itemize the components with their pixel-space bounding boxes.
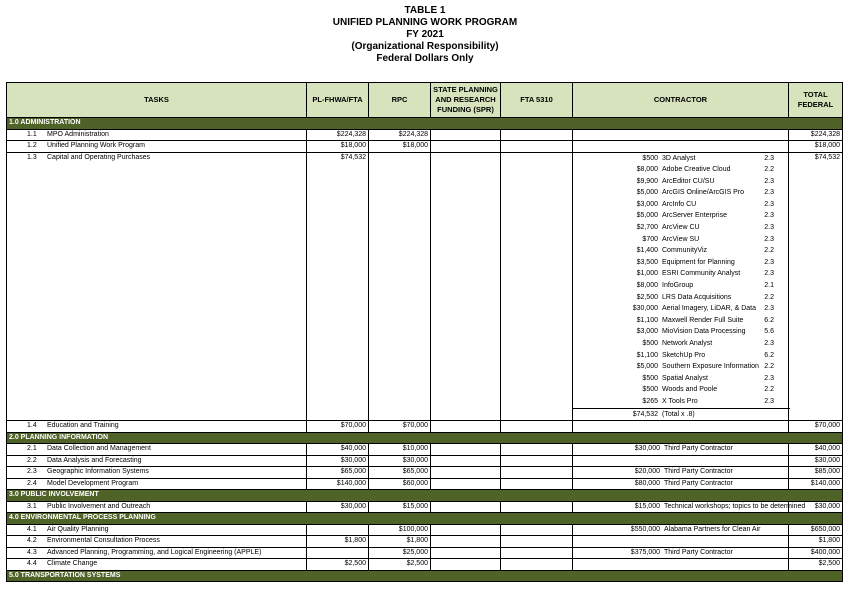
purchase-line — [573, 315, 788, 327]
purchase-line — [573, 257, 788, 269]
contractor-cell: $15,000 Technical workshops; topics to be determined — [573, 501, 789, 513]
spr-cell — [431, 141, 501, 153]
purchase-amount: $5,000 — [636, 363, 658, 371]
table-row — [7, 152, 843, 421]
section-row — [7, 490, 843, 502]
purchase-task-code: 2.2 — [764, 363, 774, 371]
purchase-amount: $5,000 — [636, 189, 658, 197]
table-titles — [0, 0, 850, 65]
total-cell: $1,800 — [789, 536, 843, 548]
purchase-amount: $8,000 — [636, 166, 658, 174]
pl-cell: $2,500 — [307, 559, 369, 571]
fta-cell — [501, 455, 573, 467]
purchase-name: X Tools Pro — [662, 397, 698, 405]
task-cell: 2.2 Data Analysis and Forecasting — [7, 455, 307, 467]
spr-cell — [431, 478, 501, 490]
rpc-cell — [369, 152, 431, 421]
fta-cell — [501, 467, 573, 479]
purchase-amount: $1,100 — [636, 316, 658, 324]
purchase-task-code: 2.3 — [764, 154, 774, 162]
spr-cell — [431, 559, 501, 571]
purchase-name: ArcView CU — [662, 224, 700, 232]
pl-cell: $18,000 — [307, 141, 369, 153]
upwp-table — [6, 82, 843, 582]
header-row — [7, 83, 843, 118]
table-row — [7, 547, 843, 559]
rpc-cell: $60,000 — [369, 478, 431, 490]
rpc-cell: $100,000 — [369, 524, 431, 536]
fta-cell — [501, 524, 573, 536]
table-row — [7, 129, 843, 141]
task-cell: 4.1 Air Quality Planning — [7, 524, 307, 536]
pl-cell: $224,328 — [307, 129, 369, 141]
purchase-name: Woods and Poole — [662, 386, 718, 394]
purchase-amount: $30,000 — [632, 305, 658, 313]
rpc-cell: $18,000 — [369, 141, 431, 153]
purchase-list — [573, 153, 788, 408]
total-cell: $85,000 — [789, 467, 843, 479]
purchase-task-code: 2.2 — [764, 247, 774, 255]
rpc-cell: $30,000 — [369, 455, 431, 467]
total-cell: $18,000 — [789, 141, 843, 153]
table-row — [7, 467, 843, 479]
fta-cell — [501, 559, 573, 571]
purchase-line — [573, 245, 788, 257]
purchase-amount: $5,000 — [636, 212, 658, 220]
task-cell: 2.3 Geographic Information Systems — [7, 467, 307, 479]
table-row — [7, 559, 843, 571]
purchase-total-amount: $74,532 — [632, 410, 658, 418]
purchase-name: MioVision Data Processing — [662, 328, 746, 336]
total-cell: $2,500 — [789, 559, 843, 571]
total-cell: $70,000 — [789, 421, 843, 433]
fta-cell — [501, 152, 573, 421]
total-cell: $650,000 — [789, 524, 843, 536]
task-cell: 1.1 MPO Administration — [7, 129, 307, 141]
contractor-cell — [573, 129, 789, 141]
pl-cell: $140,000 — [307, 478, 369, 490]
task-cell: 1.3 Capital and Operating Purchases — [7, 152, 307, 421]
purchase-total-note: (Total x .8) — [662, 410, 695, 418]
total-cell: $30,000 — [789, 455, 843, 467]
purchase-amount: $500 — [642, 154, 658, 162]
table-row — [7, 501, 843, 513]
purchase-line — [573, 280, 788, 292]
purchase-amount: $500 — [642, 386, 658, 394]
purchase-amount: $1,100 — [636, 351, 658, 359]
table-row — [7, 524, 843, 536]
fta-cell — [501, 547, 573, 559]
purchase-amount: $1,000 — [636, 270, 658, 278]
purchase-task-code: 2.3 — [764, 224, 774, 232]
purchase-amount: $700 — [642, 235, 658, 243]
rpc-cell: $1,800 — [369, 536, 431, 548]
header-fta: FTA 5310 — [501, 83, 573, 118]
contractor-cell — [573, 455, 789, 467]
purchase-task-code: 2.3 — [764, 189, 774, 197]
contractor-cell — [573, 421, 789, 433]
fta-cell — [501, 141, 573, 153]
purchase-name: Adobe Creative Cloud — [662, 166, 731, 174]
table-row — [7, 444, 843, 456]
spr-cell — [431, 524, 501, 536]
purchase-line — [573, 164, 788, 176]
contractor-purchases-cell — [573, 152, 789, 421]
purchase-line — [573, 222, 788, 234]
purchase-task-code: 2.3 — [764, 200, 774, 208]
purchase-amount: $3,000 — [636, 328, 658, 336]
fiscal-year: FY 2021 — [406, 29, 444, 40]
pl-cell: $30,000 — [307, 501, 369, 513]
spr-cell — [431, 455, 501, 467]
purchase-line — [573, 199, 788, 211]
task-cell: 2.4 Model Development Program — [7, 478, 307, 490]
purchase-task-code: 2.2 — [764, 166, 774, 174]
purchase-line — [573, 338, 788, 350]
spr-cell — [431, 536, 501, 548]
pl-cell: $1,800 — [307, 536, 369, 548]
pl-cell — [307, 547, 369, 559]
rpc-cell: $70,000 — [369, 421, 431, 433]
rpc-cell: $25,000 — [369, 547, 431, 559]
total-cell: $30,000 — [789, 501, 843, 513]
header-total: TOTAL FEDERAL — [789, 83, 843, 118]
purchase-line — [573, 396, 788, 408]
purchase-line — [573, 303, 788, 315]
purchase-amount: $8,000 — [636, 282, 658, 290]
purchase-name: ESRI Community Analyst — [662, 270, 741, 278]
rpc-cell: $2,500 — [369, 559, 431, 571]
contractor-cell: $375,000 Third Party Contractor — [573, 547, 789, 559]
table-row — [7, 421, 843, 433]
section-environmental-process-planning: 4.0 ENVIRONMENTAL PROCESS PLANNING — [7, 513, 843, 525]
purchase-name: Maxwell Render Full Suite — [662, 316, 744, 324]
purchase-amount: $2,500 — [636, 293, 658, 301]
total-cell: $224,328 — [789, 129, 843, 141]
purchase-amount: $500 — [642, 374, 658, 382]
purchase-name: ArcInfo CU — [662, 200, 697, 208]
purchase-task-code: 2.3 — [764, 374, 774, 382]
purchase-line — [573, 210, 788, 222]
purchase-task-code: 2.3 — [764, 235, 774, 243]
purchase-task-code: 2.3 — [764, 305, 774, 313]
purchase-name: 3D Analyst — [662, 154, 696, 162]
purchase-line — [573, 187, 788, 199]
pl-cell: $70,000 — [307, 421, 369, 433]
spr-cell — [431, 501, 501, 513]
header-contractor: CONTRACTOR — [573, 83, 789, 118]
contractor-cell: $550,000 Alabama Partners for Clean Air — [573, 524, 789, 536]
spr-cell — [431, 547, 501, 559]
purchase-task-code: 2.2 — [764, 293, 774, 301]
purchase-task-code: 2.2 — [764, 386, 774, 394]
fta-cell — [501, 536, 573, 548]
contractor-cell — [573, 536, 789, 548]
contractor-cell: $20,000 Third Party Contractor — [573, 467, 789, 479]
purchase-task-code: 2.3 — [764, 177, 774, 185]
purchase-name: ArcGIS Online/ArcGIS Pro — [662, 189, 745, 197]
purchase-line — [573, 234, 788, 246]
purchase-amount: $9,900 — [636, 177, 658, 185]
section-transportation-systems: 5.0 TRANSPORTATION SYSTEMS — [7, 570, 843, 582]
contractor-cell: $30,000 Third Party Contractor — [573, 444, 789, 456]
header-spr: STATE PLANNING AND RESEARCH FUNDING (SPR) — [431, 83, 501, 118]
purchase-name: Aerial Imagery, LiDAR, & Data — [662, 305, 757, 313]
purchase-amount: $2,700 — [636, 224, 658, 232]
pl-cell: $40,000 — [307, 444, 369, 456]
spr-cell — [431, 467, 501, 479]
purchase-task-code: 2.3 — [764, 397, 774, 405]
purchase-task-code: 2.3 — [764, 270, 774, 278]
purchase-name: SketchUp Pro — [662, 351, 706, 359]
purchase-name: CommunityViz — [662, 247, 707, 255]
table-row — [7, 536, 843, 548]
purchase-name: Network Analyst — [662, 340, 713, 347]
table-row — [7, 478, 843, 490]
pl-cell: $65,000 — [307, 467, 369, 479]
purchase-amount: $3,500 — [636, 258, 658, 266]
purchase-line — [573, 384, 788, 396]
section-row — [7, 118, 843, 130]
purchase-total-line — [573, 408, 790, 421]
purchase-task-code: 6.2 — [764, 316, 774, 324]
header-rpc: RPC — [369, 83, 431, 118]
header-tasks: TASKS — [7, 83, 307, 118]
task-cell: 2.1 Data Collection and Management — [7, 444, 307, 456]
spr-cell — [431, 129, 501, 141]
section-row — [7, 513, 843, 525]
pl-cell: $74,532 — [307, 152, 369, 421]
purchase-name: ArcView SU — [662, 235, 700, 243]
section-public-involvement: 3.0 PUBLIC INVOLVEMENT — [7, 490, 843, 502]
task-cell: 3.1 Public Involvement and Outreach — [7, 501, 307, 513]
task-cell: 1.2 Unified Planning Work Program — [7, 141, 307, 153]
spr-cell — [431, 421, 501, 433]
table-title: UNIFIED PLANNING WORK PROGRAM — [332, 17, 518, 28]
purchase-task-code: 2.3 — [764, 212, 774, 220]
total-cell: $140,000 — [789, 478, 843, 490]
fta-cell — [501, 129, 573, 141]
total-cell: $400,000 — [789, 547, 843, 559]
fta-cell — [501, 501, 573, 513]
purchase-task-code: 2.3 — [764, 258, 774, 266]
purchase-line — [573, 176, 788, 188]
purchase-line — [573, 268, 788, 280]
purchase-amount: $3,000 — [636, 200, 658, 208]
purchase-task-code: 2.1 — [764, 282, 774, 290]
purchase-name: Equipment for Planning — [662, 258, 735, 266]
purchase-amount: $1,400 — [636, 247, 658, 255]
rpc-cell: $10,000 — [369, 444, 431, 456]
section-row — [7, 432, 843, 444]
task-cell: 4.4 Climate Change — [7, 559, 307, 571]
table-number: TABLE 1 — [404, 5, 446, 16]
section-row — [7, 570, 843, 582]
purchase-line — [573, 361, 788, 373]
purchase-task-code: 6.2 — [764, 351, 774, 359]
table-row — [7, 141, 843, 153]
task-cell: 4.2 Environmental Consultation Process — [7, 536, 307, 548]
spr-cell — [431, 444, 501, 456]
purchase-amount: $500 — [642, 340, 658, 347]
purchase-name: Spatial Analyst — [662, 374, 708, 382]
rpc-cell: $65,000 — [369, 467, 431, 479]
purchase-amount: $265 — [642, 397, 658, 405]
contractor-cell: $80,000 Third Party Contractor — [573, 478, 789, 490]
contractor-cell — [573, 141, 789, 153]
purchase-line — [573, 326, 788, 338]
purchase-line — [573, 350, 788, 362]
purchase-line — [573, 292, 788, 304]
purchase-line — [573, 153, 788, 165]
total-cell: $40,000 — [789, 444, 843, 456]
spr-cell — [431, 152, 501, 421]
table-note: Federal Dollars Only — [376, 53, 474, 64]
purchase-name: Southern Exposure Information — [662, 363, 759, 371]
fta-cell — [501, 421, 573, 433]
purchase-task-code: 5.6 — [764, 328, 774, 336]
purchase-name: LRS Data Acquisitions — [662, 293, 732, 301]
task-cell: 1.4 Education and Training — [7, 421, 307, 433]
table-row — [7, 455, 843, 467]
section-planning-information: 2.0 PLANNING INFORMATION — [7, 432, 843, 444]
purchase-name: ArcEditor CU/SU — [662, 177, 715, 185]
section-administration: 1.0 ADMINISTRATION — [7, 118, 843, 130]
total-cell: $74,532 — [789, 152, 843, 421]
purchase-line — [573, 373, 788, 385]
header-pl: PL-FHWA/FTA — [307, 83, 369, 118]
pl-cell: $30,000 — [307, 455, 369, 467]
fta-cell — [501, 444, 573, 456]
fta-cell — [501, 478, 573, 490]
table-subtitle: (Organizational Responsibility) — [351, 41, 499, 52]
rpc-cell: $224,328 — [369, 129, 431, 141]
purchase-name: InfoGroup — [662, 282, 694, 290]
rpc-cell: $15,000 — [369, 501, 431, 513]
purchase-name: ArcServer Enterprise — [662, 212, 727, 220]
purchase-task-code: 2.3 — [764, 340, 774, 347]
contractor-cell — [573, 559, 789, 571]
pl-cell — [307, 524, 369, 536]
task-cell: 4.3 Advanced Planning, Programming, and Logical Engineering (APPLE) — [7, 547, 307, 559]
